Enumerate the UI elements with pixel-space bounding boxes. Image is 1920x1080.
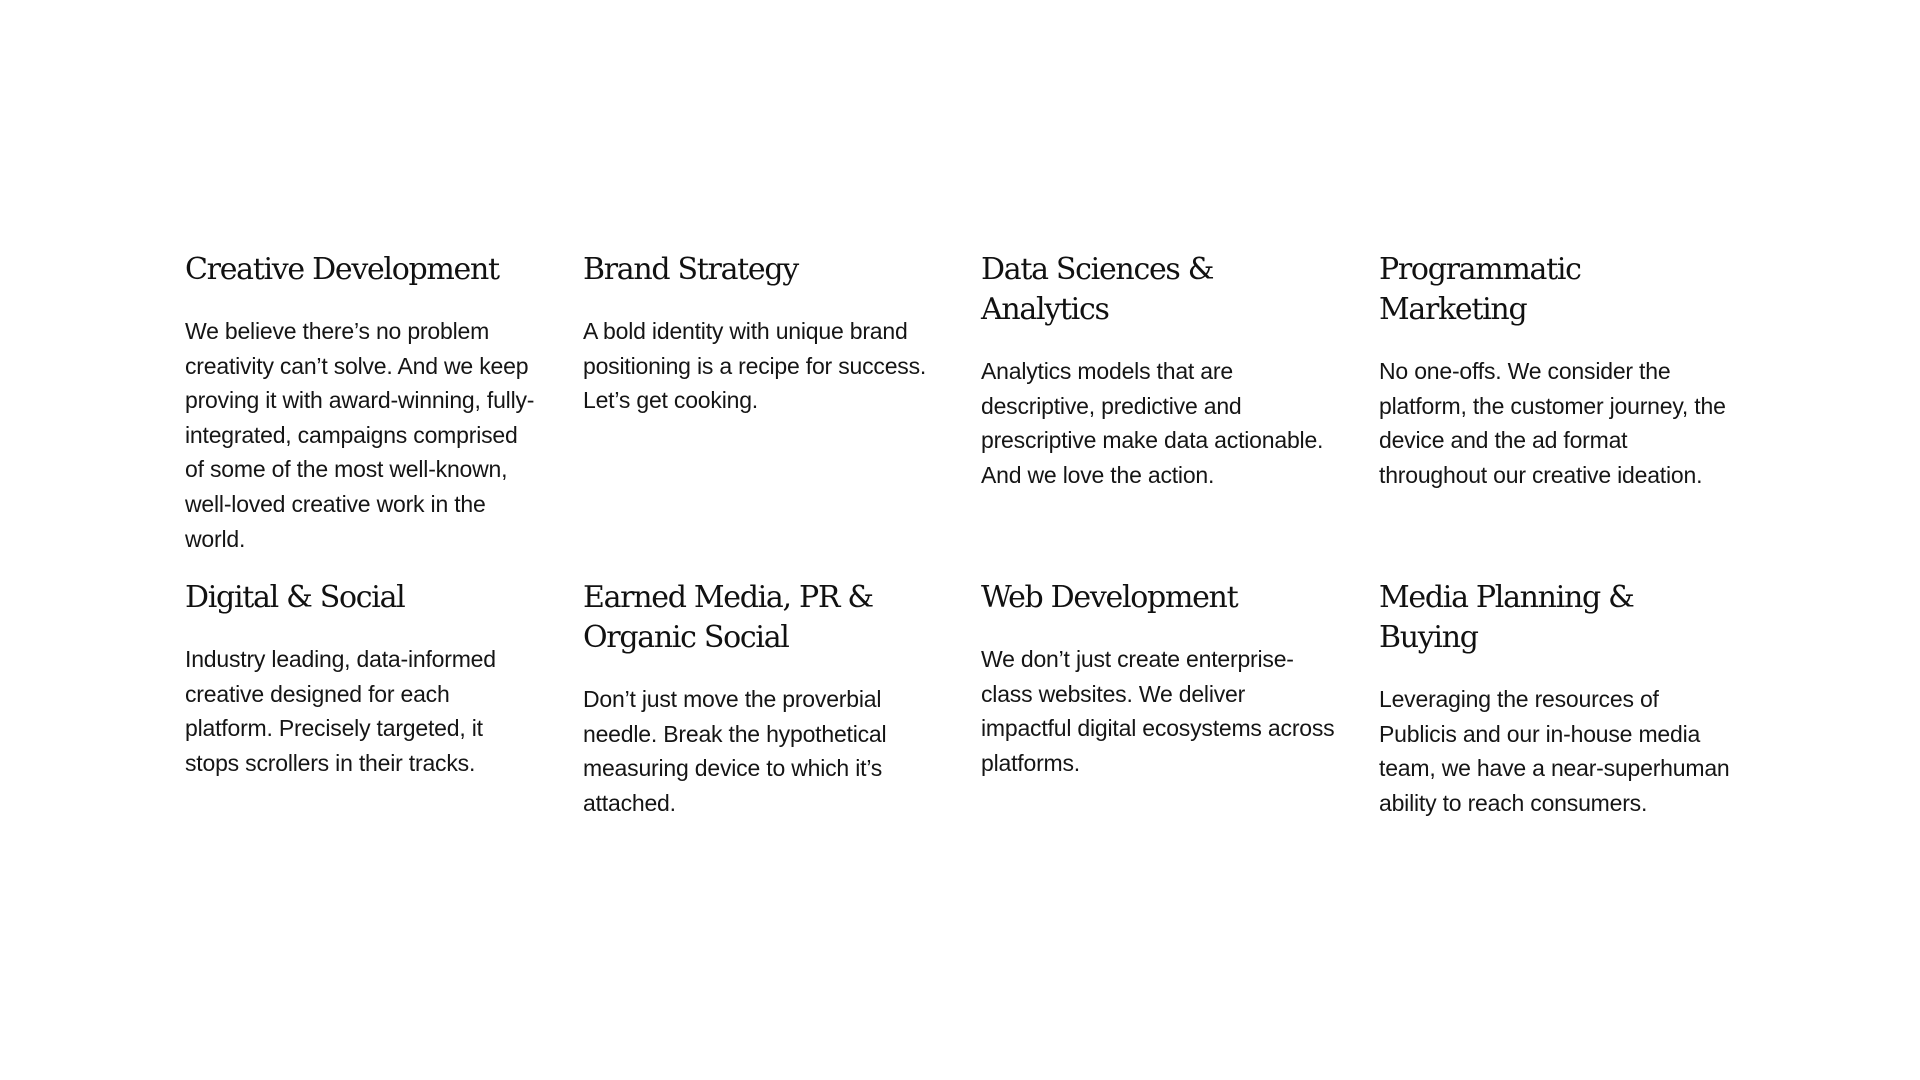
service-title: Media Planning & Buying bbox=[1379, 580, 1634, 656]
service-title: Earned Media, PR & Organic Social bbox=[583, 580, 873, 656]
service-title: Creative Development bbox=[185, 252, 499, 287]
service-description: A bold identity with unique brand positioning is a recipe for success. Let’s get cooking. bbox=[583, 318, 927, 414]
service-card-programmatic-marketing bbox=[1379, 250, 1736, 556]
service-description: No one-offs. We consider the platform, the customer journey, the device and the ad format throughout our creative ideation. bbox=[1379, 358, 1726, 488]
service-description: Don’t just move the proverbial needle. Break the hypothetical measuring device to which it’s attached. bbox=[583, 686, 887, 816]
service-title: Data Sciences & Analytics bbox=[981, 252, 1214, 327]
service-title: Digital & Social bbox=[185, 580, 405, 616]
service-card-media-planning-buying bbox=[1379, 578, 1736, 820]
service-description: Analytics models that are descriptive, predictive and prescriptive make data actionable. And we love the action. bbox=[981, 358, 1324, 488]
services-grid bbox=[185, 250, 1765, 821]
service-description: We believe there’s no problem creativity can’t solve. And we keep proving it with award-winning, fully-integrated, campaigns comprised of some of the most well-known, well-loved creative work in the world. bbox=[185, 318, 535, 552]
service-card-earned-media-pr bbox=[583, 578, 940, 820]
service-card-data-sciences-analytics bbox=[981, 250, 1338, 556]
service-description: We don’t just create enterprise-class websites. We deliver impactful digital ecosystems across platforms. bbox=[981, 646, 1335, 776]
service-title: Brand Strategy bbox=[583, 252, 798, 287]
service-title: Web Development bbox=[981, 580, 1238, 616]
service-card-brand-strategy bbox=[583, 250, 940, 556]
service-description: Industry leading, data-informed creative designed for each platform. Precisely targeted, it stops scrollers in their tracks. bbox=[185, 646, 496, 776]
service-card-web-development bbox=[981, 578, 1338, 820]
service-description: Leveraging the resources of Publicis and our in-house media team, we have a near-superhuman ability to reach consumers. bbox=[1379, 686, 1730, 816]
service-title: Programmatic Marketing bbox=[1379, 252, 1581, 327]
service-card-creative-development bbox=[185, 250, 542, 556]
service-card-digital-social bbox=[185, 578, 542, 820]
